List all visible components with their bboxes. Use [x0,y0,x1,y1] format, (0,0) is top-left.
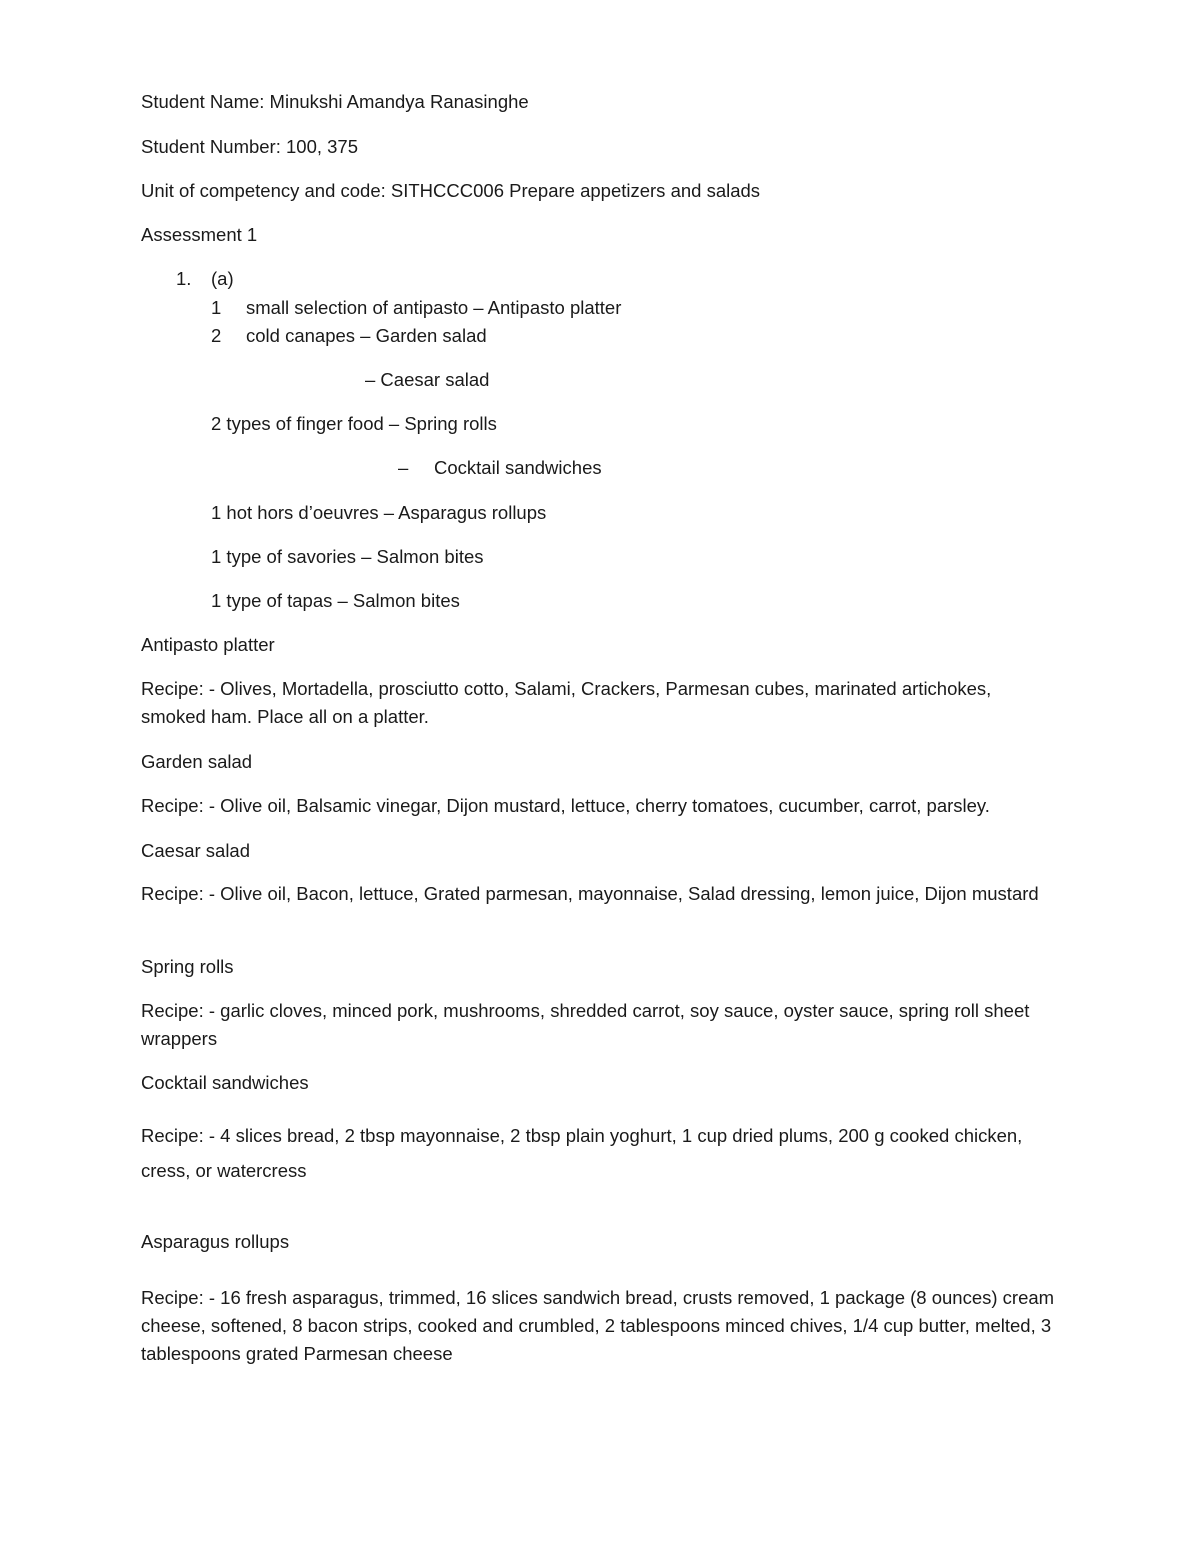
hot-hors-doeuvres-line: 1 hot hors d’oeuvres – Asparagus rollups [211,502,547,523]
recipe-title: Caesar salad [141,840,251,861]
finger-food-line: 2 types of finger food – Spring rolls [211,413,497,434]
unit-of-competency: Unit of competency and code: SITHCCC006 Prepare appetizers and salads [141,180,761,201]
recipe-title: Asparagus rollups [141,1231,290,1252]
recipe-text: Recipe: - 16 fresh asparagus, trimmed, 16 slices sandwich bread, crusts removed, 1 package (8 ounces) cream cheese, softened, 8 bacon strips, cooked and crumbled, 2 tablespoons minced chives, 1/4 cup butter, melted, 3 tablespoons grated Parmesan cheese [141,1287,1055,1364]
cocktail-line: Cocktail sandwiches [434,457,602,478]
recipe-text: Recipe: - Olives, Mortadella, prosciutto cotto, Salami, Crackers, Parmesan cubes, marinated artichokes, smoked ham. Place all on a platter. [141,678,992,727]
question-number: 1. [176,268,192,289]
recipe-title: Garden salad [141,751,253,772]
list-item-number: 2 [211,325,222,346]
cocktail-dash: – [398,457,409,478]
recipe-text: Recipe: - garlic cloves, minced pork, mushrooms, shredded carrot, soy sauce, oyster sauce, spring roll sheet wrappers [141,1000,1030,1049]
recipe-title: Antipasto platter [141,634,275,655]
caesar-line: – Caesar salad [365,369,490,390]
recipe-text: Recipe: - 4 slices bread, 2 tbsp mayonnaise, 2 tbsp plain yoghurt, 1 cup dried plums, 200 g cooked chicken, cress, or watercress [141,1125,1023,1181]
list-item-number: 1 [211,297,222,318]
question-part: (a) [211,268,234,289]
savories-line: 1 type of savories – Salmon bites [211,546,484,567]
tapas-line: 1 type of tapas – Salmon bites [211,590,460,611]
list-item-text: small selection of antipasto – Antipasto platter [246,297,622,318]
recipe-title: Cocktail sandwiches [141,1072,309,1093]
recipe-title: Spring rolls [141,956,234,977]
assessment-title: Assessment 1 [141,224,258,245]
list-item-text: cold canapes – Garden salad [246,325,487,346]
student-name: Student Name: Minukshi Amandya Ranasinghe [141,91,529,112]
recipe-text: Recipe: - Olive oil, Balsamic vinegar, Dijon mustard, lettuce, cherry tomatoes, cucumber, carrot, parsley. [141,795,990,816]
recipe-text: Recipe: - Olive oil, Bacon, lettuce, Grated parmesan, mayonnaise, Salad dressing, lemon juice, Dijon mustard [141,883,1039,904]
student-number: Student Number: 100, 375 [141,136,359,157]
